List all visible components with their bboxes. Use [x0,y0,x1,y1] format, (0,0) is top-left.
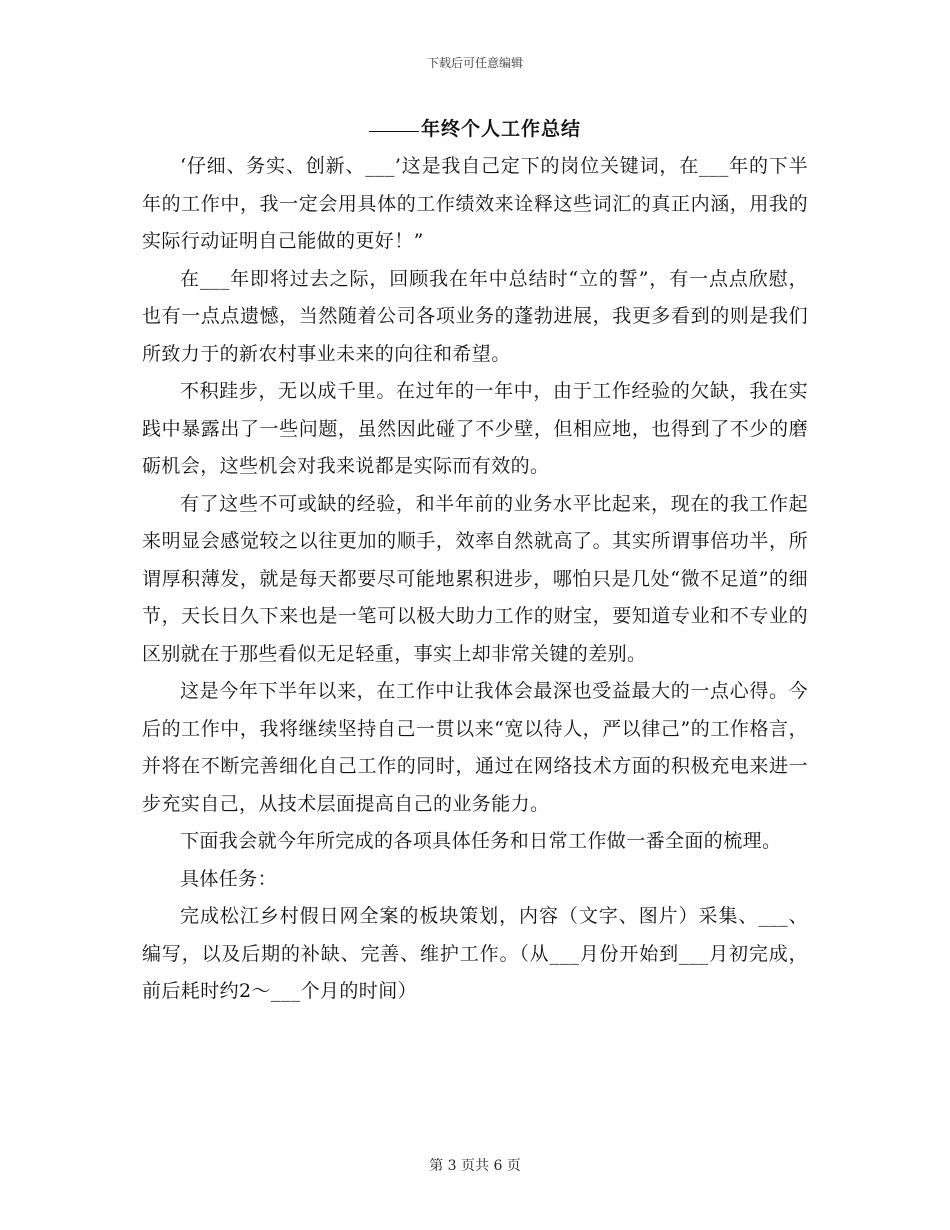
paragraph-8: 完成松江乡村假日网全案的板块策划，内容（文字、图片）采集、___、编写，以及后期的补缺、完善、维护工作。（从___月份开始到___月初完成，前后耗时约2～___个月的时间） [142,905,808,1002]
paragraph-7: 具体任务： [180,867,278,890]
paragraph-5: 这是今年下半年以来，在工作中让我体会最深也受益最大的一点心得。今后的工作中，我将继续坚持自己一贯以来“宽以待人，严以律己”的工作格言，并将在不断完善细化自己工作的同时，通过在网络技术方面的积极充电来进一步充实自己，从技术层面提高自己的业务能力。 [142,680,808,815]
paragraph-3: 不积跬步，无以成千里。在过年的一年中，由于工作经验的欠缺，我在实践中暴露出了一些问题，虽然因此碰了不少壁，但相应地，也得到了不少的磨砺机会，这些机会对我来说都是实际而有效的。 [142,380,808,477]
page-header: 下载后可任意编辑 [426,56,523,70]
title-blank-line [369,131,419,132]
paragraph-2: 在___年即将过去之际，回顾我在年中总结时“立的誓”，有一点点欣慰，也有一点点遗憾，当然随着公司各项业务的蓬勃进展，我更多看到的则是我们所致力于的新农村事业未来的向往和希望。 [142,267,808,365]
paragraph-1: ‘仔细、务实、创新、___’这是我自己定下的岗位关键词，在___年的下半年的工作中，我一定会用具体的工作绩效来诠释这些词汇的真正内涵，用我的实际行动证明自己能做的更好！” [142,155,808,252]
paragraph-4: 有了这些不可或缺的经验，和半年前的业务水平比起来，现在的我工作起来明显会感觉较之以往更加的顺手，效率自然就高了。其实所谓事倍功半，所谓厚积薄发，就是每天都要尽可能地累积进步，哪怕只是几处“微不足道”的细节，天长日久下来也是一笔可以极大助力工作的财宝，要知道专业和不专业的区别就在于那些看似无足轻重，事实上却非常关键的差别。 [142,492,808,665]
document-body [142,148,808,1011]
page-footer: 第 3 页共 6 页 [429,1158,521,1174]
paragraph-6: 下面我会就今年所完成的各项具体任务和日常工作做一番全面的梳理。 [180,830,782,852]
title-text: 年终个人工作总结 [420,118,581,140]
document-title [0,114,950,141]
